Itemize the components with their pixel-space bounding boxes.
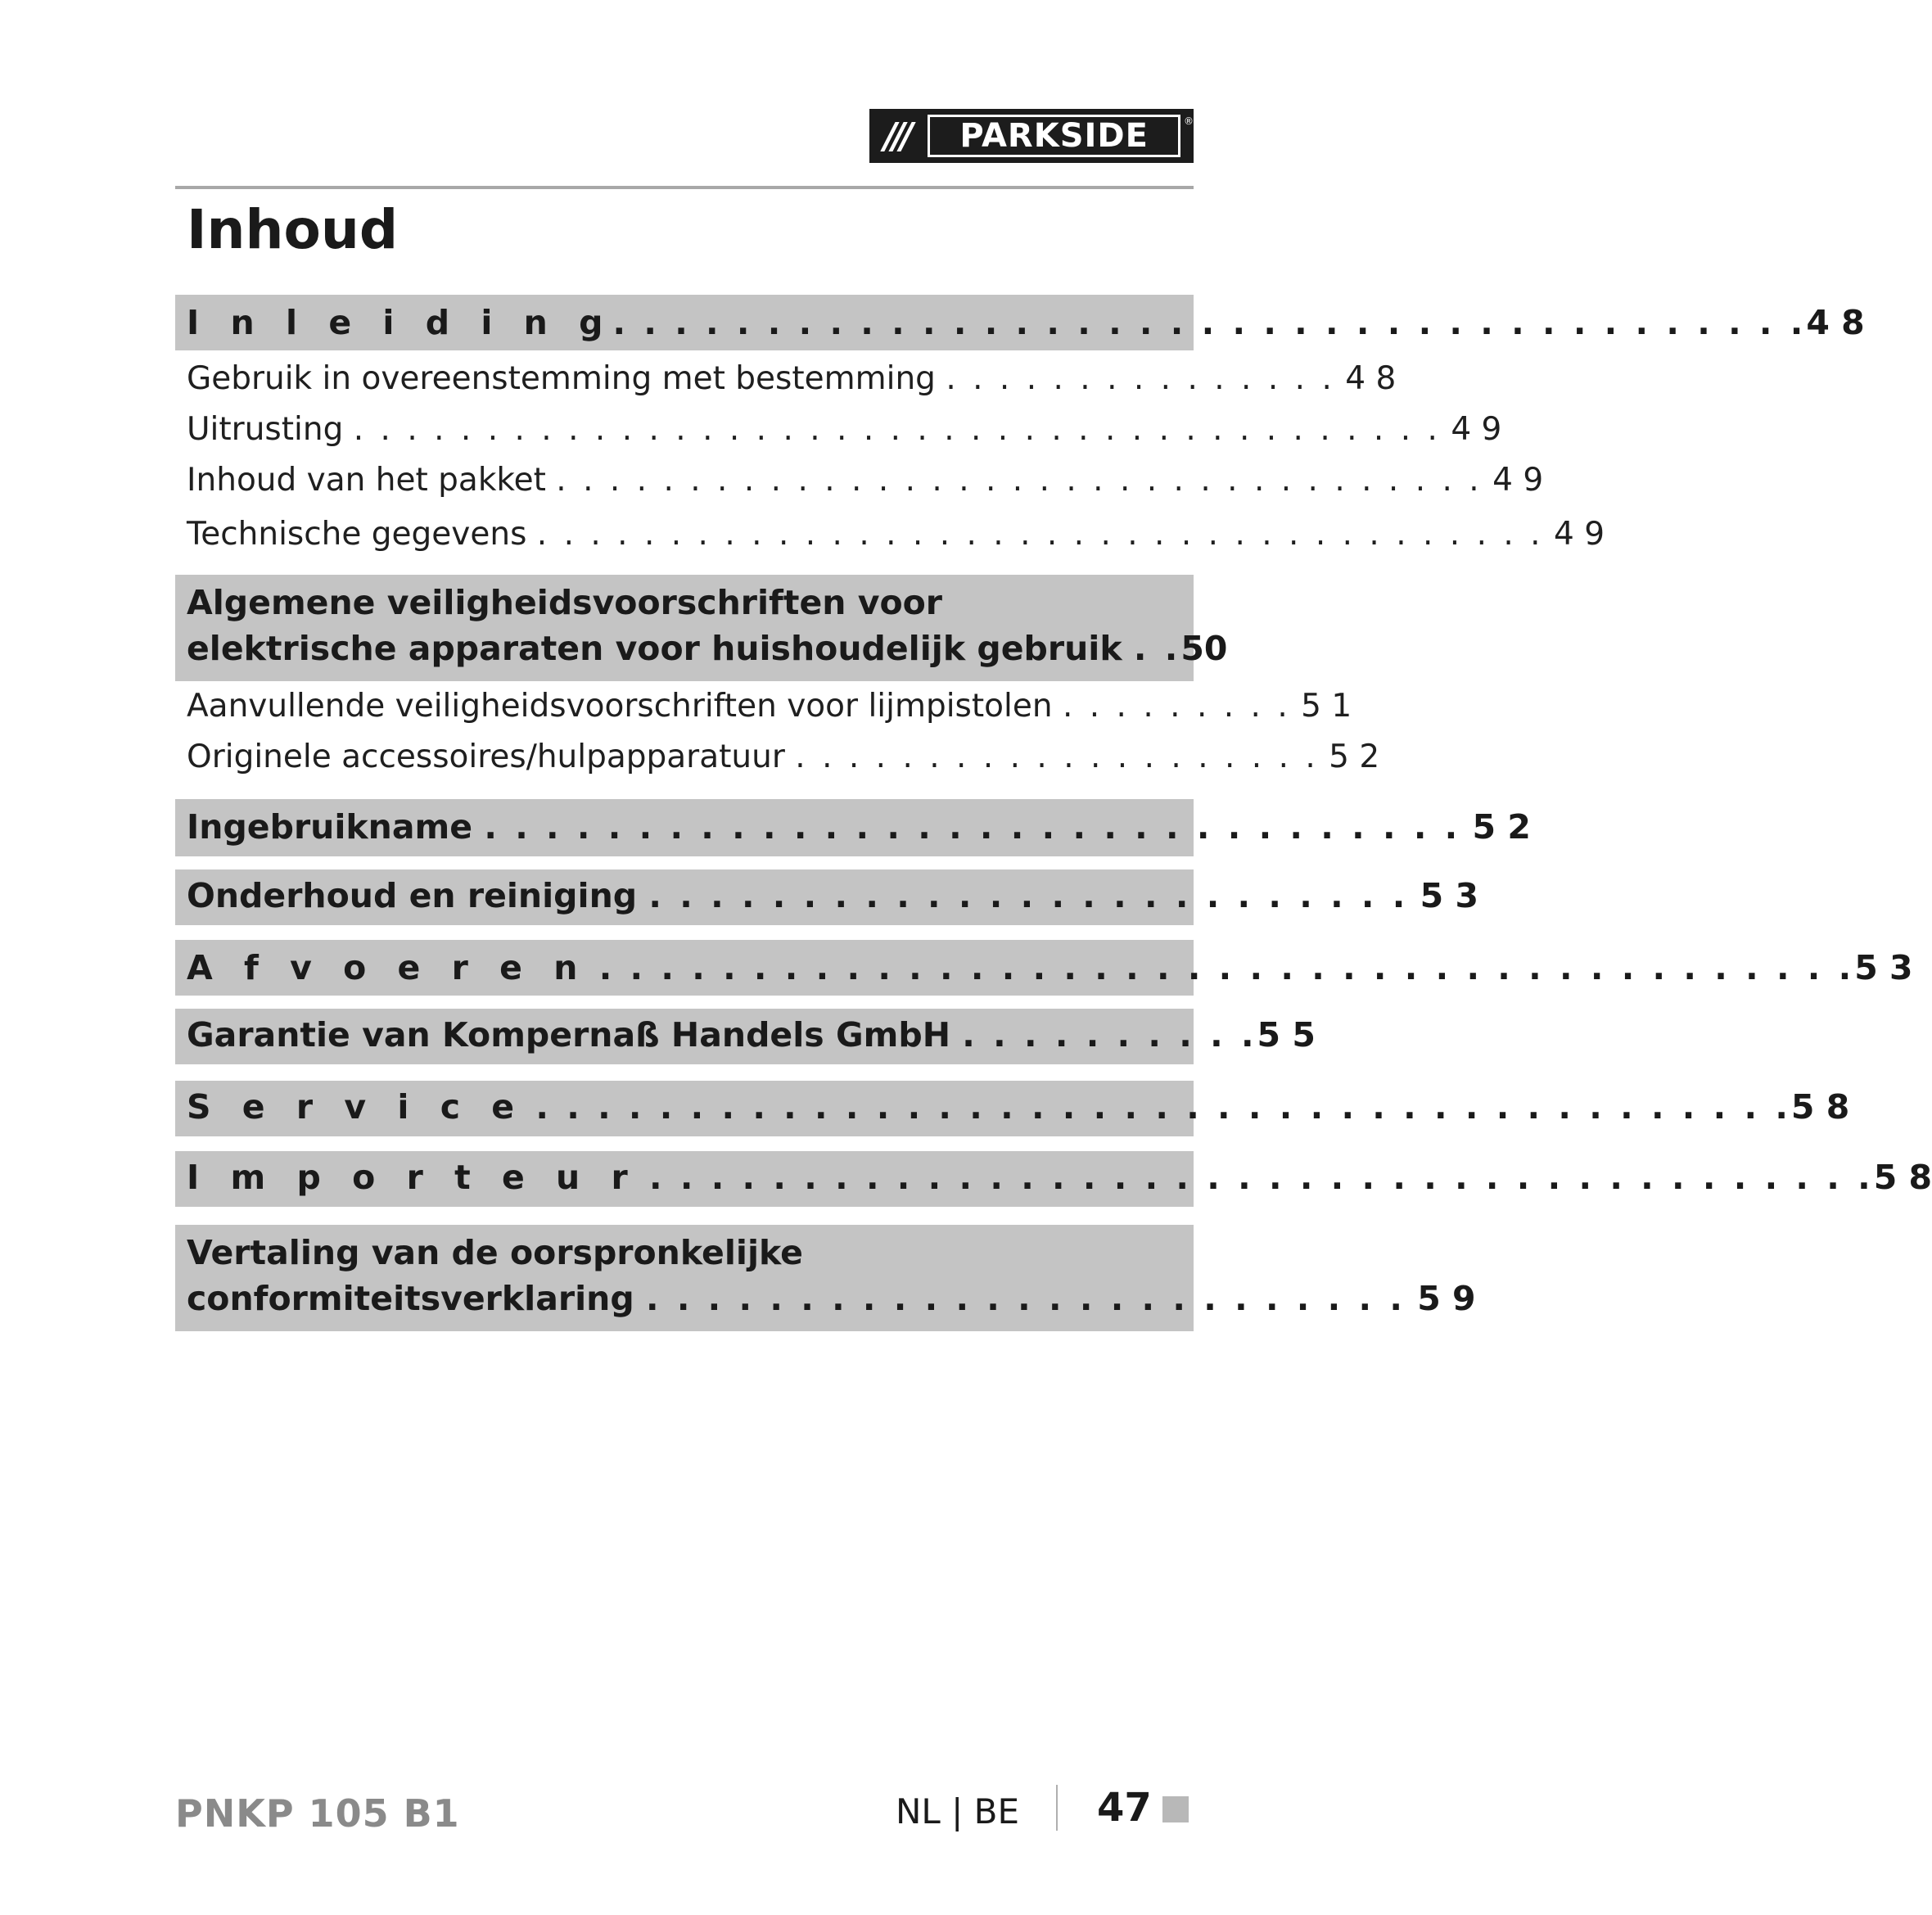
toc-page: 5 5	[1257, 1015, 1316, 1055]
toc-dots: . . . . . . . . .	[1062, 688, 1291, 725]
toc-dots: . . . . . . . . . . . . . . . . . . . . . . . . .	[645, 1279, 1406, 1318]
toc-dots: . . . . . . . . . . . . . . . . . . . . . . . . . . . . . . . . . . . . . . . . .	[353, 411, 1441, 448]
toc-label: A f v o e r e n	[187, 948, 588, 987]
toc-item-technische[interactable]	[187, 516, 1605, 553]
toc-section-onderhoud[interactable]	[175, 869, 1478, 925]
toc-page: 50	[1180, 629, 1228, 668]
footer-model-number: PNKP 105 B1	[175, 1791, 460, 1836]
toc-dots: . . . . . . . . . . . . . . .	[946, 360, 1335, 397]
toc-page: 5 1	[1301, 688, 1352, 725]
footer-language: NL | BE	[896, 1791, 1020, 1831]
registered-mark: ®	[1184, 115, 1194, 127]
toc-label: Aanvullende veiligheidsvoorschriften voor lijmpistolen	[187, 688, 1053, 725]
toc-label: I m p o r t e u r	[187, 1158, 638, 1197]
toc-page: 4 9	[1492, 462, 1544, 499]
toc-label: S e r v i c e	[187, 1087, 525, 1127]
toc-label: Uitrusting	[187, 411, 344, 448]
toc-page: 4 9	[1553, 516, 1605, 553]
toc-label: Technische gegevens	[187, 516, 527, 553]
toc-label: Garantie van Kompernaß Handels GmbH	[187, 1015, 951, 1055]
toc-page: 5 3	[1854, 948, 1913, 987]
toc-dots: . . . . . . . . . . . . . . . . . . . . . . . . . . . . . . . . . . .	[556, 462, 1483, 499]
toc-dots: . . . . . . . . . . . . . . . . . . . .	[795, 738, 1319, 775]
toc-section-service[interactable]	[175, 1081, 1850, 1136]
parkside-logo	[869, 109, 1194, 163]
toc-label: Inhoud van het pakket	[187, 462, 546, 499]
toc-label-line1: Algemene veiligheidsvoorschriften voor	[187, 583, 943, 622]
toc-label: Originele accessoires/hulpapparatuur	[187, 738, 785, 775]
footer-divider	[1056, 1785, 1058, 1831]
toc-section-inleiding[interactable]	[175, 295, 1865, 350]
toc-section-algemene[interactable]	[175, 575, 1228, 681]
toc-page: 4 8	[1806, 303, 1865, 342]
toc-section-importeur[interactable]	[175, 1151, 1932, 1207]
toc-page: 5 9	[1417, 1279, 1476, 1318]
toc-section-vertaling[interactable]	[175, 1225, 1476, 1331]
toc-dots: . . . . . . . . . . . . . . . . . . . . . . . . .	[648, 876, 1409, 915]
toc-label: Gebruik in overeenstemming met bestemming	[187, 360, 936, 397]
toc-item-inhoud-pakket[interactable]	[187, 462, 1543, 499]
toc-label-line2: conformiteitsverklaring	[187, 1279, 634, 1318]
toc-dots: . . . . . . . . . . . . . . . . . . . . . . . . . . . . . . . . . . . . . .	[536, 516, 1544, 553]
toc-dots: . . . . . . . . . .	[962, 1015, 1257, 1055]
toc-dots: . . . . . . . . . . . . . . . . . . . . . . . . . . . . . . . .	[484, 807, 1461, 847]
footer-page-number: 47	[1097, 1785, 1152, 1831]
toc-page: 5 8	[1790, 1087, 1850, 1127]
toc-page: 5 3	[1420, 876, 1478, 915]
toc-dots: . . . . . . . . . . . . . . . . . . . . . . . . . . . . . . . . . . . . . . . .	[649, 1158, 1874, 1197]
toc-item-aanvullende[interactable]	[187, 688, 1352, 725]
toc-page: 4 9	[1451, 411, 1502, 448]
toc-item-gebruik[interactable]	[187, 360, 1396, 397]
toc-dots: . . . . . . . . . . . . . . . . . . . . . . . . . . . . . . . . . . . . . . .	[612, 303, 1807, 342]
toc-page: 5 2	[1329, 738, 1380, 775]
toc-page: 5 2	[1472, 807, 1531, 847]
toc-label: Onderhoud en reiniging	[187, 876, 638, 915]
toc-dots: . .	[1133, 629, 1181, 668]
toc-item-originele[interactable]	[187, 738, 1379, 775]
toc-page: 5 8	[1873, 1158, 1932, 1197]
logo-wordmark: PARKSIDE	[928, 115, 1180, 157]
toc-page: 4 8	[1345, 360, 1397, 397]
header-rule	[175, 186, 1194, 189]
toc-section-ingebruikname[interactable]	[175, 799, 1531, 856]
toc-section-garantie[interactable]	[175, 1009, 1316, 1064]
toc-label-line2: elektrische apparaten voor huishoudelijk gebruik	[187, 629, 1122, 668]
page-title: Inhoud	[187, 198, 399, 261]
toc-dots: . . . . . . . . . . . . . . . . . . . . . . . . . . . . . . . . . . . . . . . . .	[598, 948, 1855, 987]
logo-slashes: ///	[883, 115, 909, 157]
toc-section-afvoeren[interactable]	[175, 940, 1913, 996]
toc-label: I n l e i d i n g	[187, 303, 613, 342]
footer-square-marker	[1162, 1796, 1189, 1822]
toc-label-line1: Vertaling van de oorspronkelijke	[187, 1233, 803, 1272]
toc-dots: . . . . . . . . . . . . . . . . . . . . . . . . . . . . . . . . . . . . . . . . .	[535, 1087, 1791, 1127]
toc-item-uitrusting[interactable]	[187, 411, 1501, 448]
toc-label: Ingebruikname	[187, 807, 473, 847]
